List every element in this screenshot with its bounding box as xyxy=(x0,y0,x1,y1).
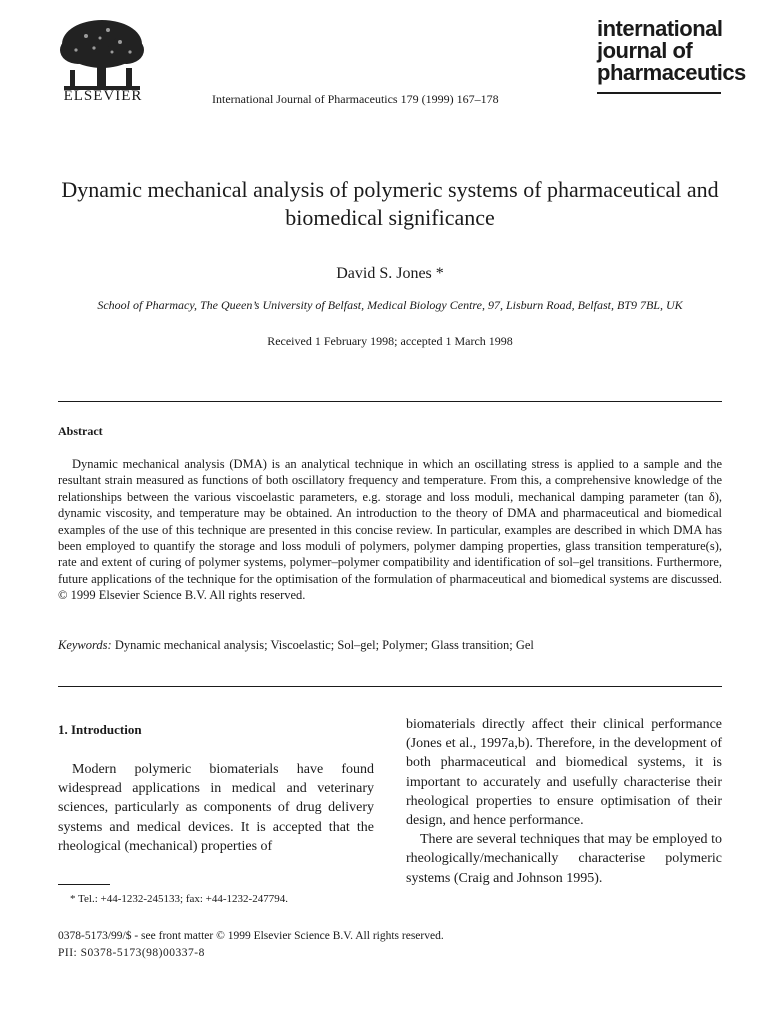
journal-logo-underline xyxy=(597,92,721,94)
keywords xyxy=(58,638,722,653)
pii-identifier: PII: S0378-5173(98)00337-8 xyxy=(58,947,205,959)
abstract-heading: Abstract xyxy=(58,424,103,438)
article-title: Dynamic mechanical analysis of polymeric systems of pharmaceutical and biomedical significance xyxy=(61,177,719,230)
section-heading: 1. Introduction xyxy=(58,722,142,737)
author-name: David S. Jones * xyxy=(336,265,444,282)
journal-logo-line: journal of xyxy=(597,38,693,63)
left-column-text: Modern polymeric biomaterials have found widespread applications in medical and veterinary sciences, particularly as components of drug delivery systems and medical devices. It is accepted that the rheological (mechanical) properties of xyxy=(58,762,374,854)
divider xyxy=(58,686,722,687)
journal-logo-line: pharmaceutics xyxy=(597,60,746,85)
received-accepted-dates: Received 1 February 1998; accepted 1 March 1998 xyxy=(267,334,513,348)
journal-logo xyxy=(597,18,746,84)
body-paragraph: There are several techniques that may be employed to rheologically/mechanically characterise polymeric systems (Craig and Johnson 1995). xyxy=(406,832,722,886)
footnote-divider xyxy=(58,884,110,885)
copyright-line: 0378-5173/99/$ - see front matter © 1999 Elsevier Science B.V. All rights reserved. xyxy=(58,930,444,942)
divider xyxy=(58,401,722,402)
corresponding-author-footnote: * Tel.: +44-1232-245133; fax: +44-1232-247794. xyxy=(70,893,288,905)
right-column-text xyxy=(406,715,722,888)
keywords-label: Keywords: xyxy=(58,638,112,652)
journal-citation: International Journal of Pharmaceutics 179 (1999) 167–178 xyxy=(212,92,499,106)
abstract-text: Dynamic mechanical analysis (DMA) is an analytical technique in which an oscillating stress is applied to a sample and the resultant strain measured as functions of both oscillatory frequency and temperature. From this, a comprehensive knowledge of the relationships between the various viscoelastic parameters, e.g. storage and loss moduli, mechanical damping parameter (tan δ), dynamic viscosity, and temperature may be obtained. An introduction to the theory of DMA and pharmaceutical and biomedical examples of the use of this technique are presented in this concise review. In particular, examples are described in which DMA has been employed to quantify the storage and loss moduli of polymers, polymer damping properties, glass transition temperature(s), rate and extent of curing of polymer systems, polymer–polymer compatibility and identification of sol–gel transitions. Furthermore, future applications of the technique for the optimisation of the formulation of pharmaceutical and biomedical systems are discussed. © 1999 Elsevier Science B.V. All rights reserved. xyxy=(58,457,722,603)
journal-logo-line: international xyxy=(597,16,723,41)
keywords-list: Dynamic mechanical analysis; Viscoelastic; Sol–gel; Polymer; Glass transition; Gel xyxy=(114,638,534,652)
author-affiliation: School of Pharmacy, The Queen’s University of Belfast, Medical Biology Centre, 97, Lisburn Road, Belfast, BT9 7BL, UK xyxy=(97,298,683,312)
body-paragraph: biomaterials directly affect their clinical performance (Jones et al., 1997a,b). Therefore, in the development of both pharmaceutical and biomedical systems, it is important to accurately and usefully characterise their rheological properties to ensure optimisation of their design, and hence performance. xyxy=(406,717,722,829)
publisher-name: ELSEVIER xyxy=(63,88,143,104)
